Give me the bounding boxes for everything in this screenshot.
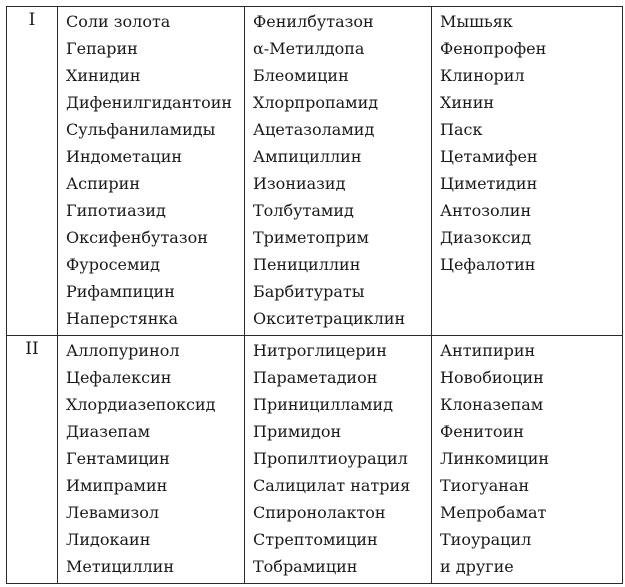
drug-name: Ампициллин	[253, 147, 362, 166]
drug-name: Циметидин	[440, 174, 538, 193]
drug-name: Клоназепам	[440, 395, 544, 414]
drug-list	[245, 336, 431, 583]
drug-name: Цефалексин	[66, 368, 172, 387]
drug-name: Хинидин	[66, 66, 141, 85]
drug-name: Цефалотин	[440, 255, 536, 274]
drug-name: Наперстянка	[66, 309, 178, 328]
group-row	[7, 7, 623, 336]
drug-name: Антозолин	[440, 201, 532, 220]
drug-column-cell	[432, 7, 623, 336]
drug-name: Фуросемид	[66, 255, 160, 274]
drug-name: Гипотиазид	[66, 201, 166, 220]
drug-list	[432, 336, 622, 583]
drug-list	[245, 7, 431, 335]
drug-name: Стрептомицин	[253, 530, 378, 549]
drug-name: Сульфаниламиды	[66, 120, 216, 139]
drug-name: Левамизол	[66, 503, 159, 522]
drug-name: Новобиоцин	[440, 368, 544, 387]
drug-name: α-Метилдопа	[253, 39, 365, 58]
drug-name: Тиоурацил	[440, 530, 532, 549]
drug-name: Параметадион	[253, 368, 378, 387]
drug-column-cell	[58, 336, 245, 584]
drug-name: Аспирин	[66, 174, 140, 193]
drug-name: Спиронолактон	[253, 503, 386, 522]
drug-name: Фенилбутазон	[253, 12, 374, 31]
drug-name: Окситетрациклин	[253, 309, 406, 328]
drug-name: Примидон	[253, 422, 342, 441]
drug-name: Триметоприм	[253, 228, 369, 247]
drug-column-cell	[58, 7, 245, 336]
drug-name: Аллопуринол	[66, 341, 180, 360]
drug-name: Клинорил	[440, 66, 525, 85]
drug-name: Салицилат натрия	[253, 476, 411, 495]
drug-name: Метициллин	[66, 557, 174, 576]
drug-name: Цетамифен	[440, 147, 538, 166]
drug-name: Соли золота	[66, 12, 171, 31]
drug-name: Пропилтиоурацил	[253, 449, 408, 468]
drug-name: Рифампицин	[66, 282, 175, 301]
table-body	[7, 7, 623, 584]
drug-column-cell	[245, 336, 432, 584]
drug-name: Пенициллин	[253, 255, 361, 274]
drug-name: Мепробамат	[440, 503, 547, 522]
drug-column-cell	[245, 7, 432, 336]
drug-list	[432, 7, 622, 281]
drug-name: Гепарин	[66, 39, 138, 58]
drug-name: Тобрамицин	[253, 557, 358, 576]
drug-name: Толбутамид	[253, 201, 354, 220]
group-label: II	[7, 336, 58, 584]
drug-name: Тиогуанан	[440, 476, 530, 495]
drug-name: Диазепам	[66, 422, 151, 441]
drug-name: Дифенилгидантоин	[66, 93, 233, 112]
drug-name: Фенитоин	[440, 422, 524, 441]
drug-name: Линкомицин	[440, 449, 550, 468]
drug-name: Хинин	[440, 93, 495, 112]
drug-name: Приницилламид	[253, 395, 393, 414]
drug-name: Индометацин	[66, 147, 183, 166]
drug-name: Лидокаин	[66, 530, 151, 549]
drug-name: Барбитураты	[253, 282, 365, 301]
drug-name: Нитроглицерин	[253, 341, 387, 360]
drug-name: Хлордиазепоксид	[66, 395, 216, 414]
group-row	[7, 336, 623, 584]
drug-name: Имипрамин	[66, 476, 168, 495]
drug-name: Изониазид	[253, 174, 346, 193]
drug-name: Ацетазоламид	[253, 120, 375, 139]
drug-name: Фенопрофен	[440, 39, 547, 58]
drug-name: Гентамицин	[66, 449, 170, 468]
group-label: I	[7, 7, 58, 336]
drug-name: Диазоксид	[440, 228, 532, 247]
drug-name: Мышьяк	[440, 12, 513, 31]
drug-name: Блеомицин	[253, 66, 349, 85]
drug-name: Хлорпропамид	[253, 93, 379, 112]
drug-name: Паск	[440, 120, 483, 139]
drug-name: Оксифенбутазон	[66, 228, 208, 247]
drug-list	[58, 7, 244, 335]
drug-table	[6, 6, 623, 584]
drug-column-cell	[432, 336, 623, 584]
drug-name: Антипирин	[440, 341, 536, 360]
drug-name: и другие	[440, 557, 514, 576]
drug-list	[58, 336, 244, 583]
